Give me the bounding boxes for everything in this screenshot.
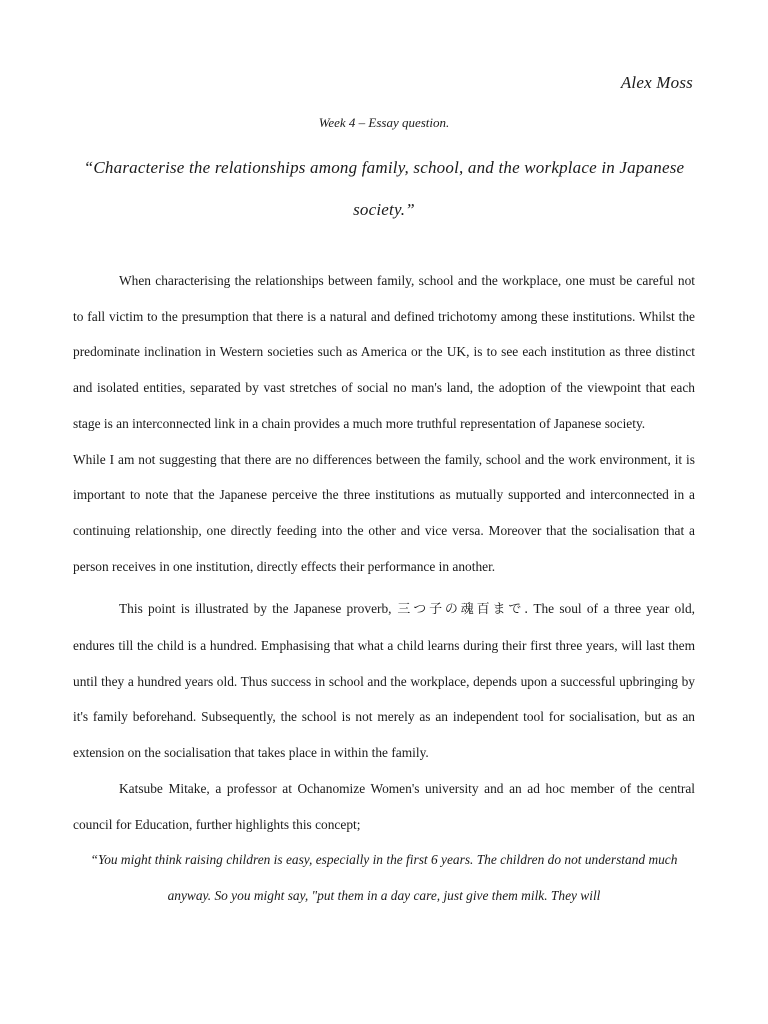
author-name: Alex Moss: [620, 73, 693, 92]
essay-subtitle: Week 4 – Essay question.: [318, 115, 450, 130]
paragraph-intro: When characterising the relationships between family, school and the workplace, one must be careful not to fall victim to the presumption that there is a natural and defined trichotomy among these institutions. Whilst the predominate inclination in Western societies such as America or the UK, is to see each institution as three distinct and isolated entities, separated by vast stretches of social no man's land, the adoption of the viewpoint that each stage is an interconnected link in a chain provides a much more truthful representation of Japanese society.: [73, 273, 695, 431]
paragraph-katsube: Katsube Mitake, a professor at Ochanomize Women's university and an ad hoc member of the central council for Education, further highlights this concept;: [73, 780, 695, 832]
proverb-lead-text: This point is illustrated by the Japanese proverb,: [119, 601, 392, 617]
essay-question: “Characterise the relationships among family, school, and the workplace in Japanese society.”: [83, 158, 685, 219]
essay-body: [73, 263, 695, 914]
block-quote: “You might think raising children is easy, especially in the first 6 years. The children do not understand much anyway. So you might say, "put them in a day care, just give them milk. They will: [90, 852, 678, 903]
japanese-proverb: 三つ子の魂百まで.: [395, 602, 530, 618]
paragraph-differences: While I am not suggesting that there are no differences between the family, school and the work environment, it is important to note that the Japanese perceive the three institutions as mutually supported and interconnected in a continuing relationship, one directly feeding into the other and vice versa. Moreover that the socialisation that a person receives in one institution, directly effects their performance in another.: [73, 451, 695, 574]
paragraph-proverb: [73, 591, 695, 771]
proverb-explanation: The soul of a three year old, endures till the child is a hundred. Emphasising that what a child learns during their first three years, will last them until they a hundred years old. Thus success in school and the workplace, depends upon a successful upbringing by it's family beforehand. Subsequently, the school is not merely as an independent tool for socialisation, but as an extension on the socialisation that takes place in within the family.: [73, 601, 695, 761]
